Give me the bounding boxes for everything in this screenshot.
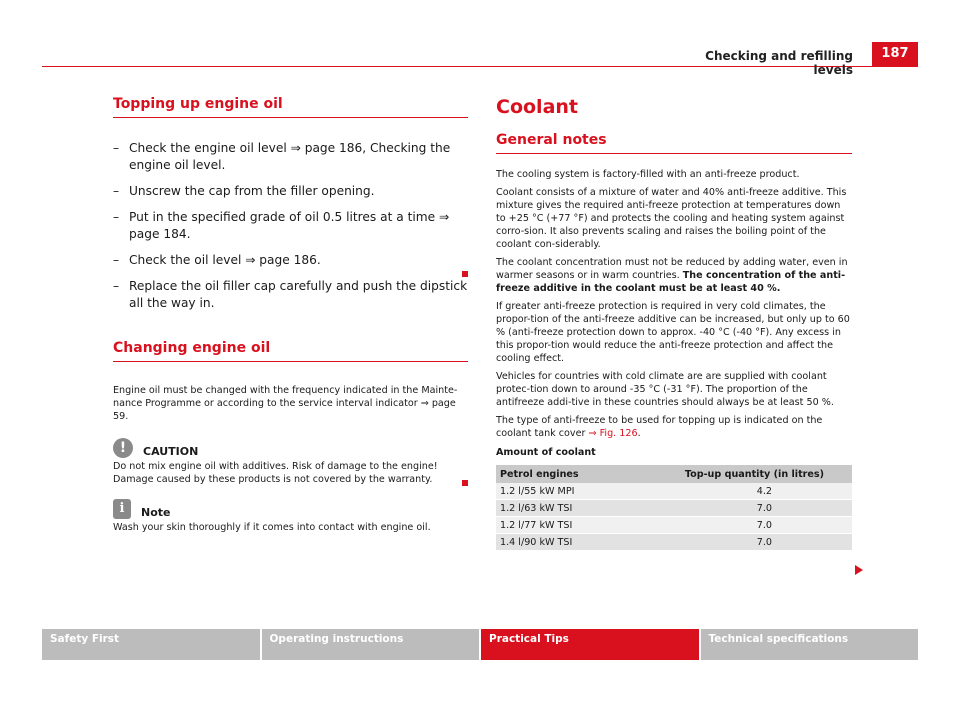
info-icon: i [113, 499, 131, 519]
changing-oil-text: Engine oil must be changed with the frequency indicated in the Mainte-nance Programme or according to the service interval indicator ⇒ page 59. [113, 385, 458, 422]
step-item: – Check the engine oil level ⇒ page 186, Checking the engine oil level. [113, 140, 468, 174]
step-item: – Put in the specified grade of oil 0.5 litres at a time ⇒ page 184. [113, 209, 468, 243]
coolant-paragraph: Coolant consists of a mixture of water and 40% anti-freeze additive. This mixture gives the required anti-freeze protection at temperatures down to +25 °C (+77 °F) and protects the cooling and heating system against corro-sion. It also prevents scaling and raises the boiling point of the coolant con-siderably. [496, 187, 847, 250]
table-cell: 1.2 l/55 kW MPI [496, 483, 616, 500]
table-cell: 1.4 l/90 kW TSI [496, 534, 616, 551]
section-end-marker [462, 480, 468, 486]
figure-link[interactable]: ⇒ Fig. 126 [588, 428, 638, 439]
page-number: 187 [872, 42, 918, 66]
coolant-paragraph: Vehicles for countries with cold climate are are supplied with coolant protec-tion down to around -35 °C (-31 °F). The proportion of the antifreeze addi-tive in these countries should always be at least 50 %. [496, 371, 834, 408]
caution-text: Do not mix engine oil with additives. Risk of damage to the engine! Damage caused by these products is not covered by the warranty. [113, 461, 438, 485]
exclamation-icon: ! [113, 438, 133, 458]
left-column [113, 96, 468, 539]
amount-label: Amount of coolant [496, 447, 596, 458]
step-item: – Check the oil level ⇒ page 186. [113, 252, 468, 269]
table-cell: 1.2 l/63 kW TSI [496, 500, 616, 517]
continue-arrow-icon [855, 565, 863, 575]
coolant-title: Coolant [496, 96, 578, 118]
note-label: Note [141, 506, 171, 519]
step-item: – Unscrew the cap from the filler opening. [113, 183, 468, 200]
table-header-row [496, 465, 852, 483]
general-notes-heading: General notes [496, 132, 852, 154]
section-title: Checking and refilling levels [705, 49, 853, 77]
coolant-paragraph: If greater anti-freeze protection is required in very cold climates, the propor-tion of the anti-freeze additive can be increased, but only up to 60 % (anti-freeze protection down to approx. -40 °C (-40 °F). Any excess in this propor-tion would reduce the anti-freeze protection and affect the cooling effect. [496, 301, 850, 364]
column-header: Petrol engines [496, 465, 616, 483]
footer-nav [42, 629, 918, 660]
coolant-table [496, 465, 852, 551]
topping-up-heading: Topping up engine oil [113, 96, 468, 118]
footer-tab-technical-specifications[interactable]: Technical specifications [701, 629, 919, 660]
table-row [496, 534, 852, 551]
table-cell: 7.0 [616, 534, 852, 551]
caution-label: CAUTION [143, 445, 199, 458]
paragraph-text: . [637, 428, 641, 439]
section-end-marker [462, 271, 468, 277]
table-row [496, 517, 852, 534]
table-cell: 7.0 [616, 517, 852, 534]
footer-tab-operating-instructions[interactable]: Operating instructions [262, 629, 480, 660]
step-item: – Replace the oil filler cap carefully and push the dipstick all the way in. [113, 278, 468, 312]
note-header [113, 498, 468, 519]
table-row [496, 483, 852, 500]
paragraph-text: The coolant concentration must not be reduced by adding water, even in warmer seasons or in warm countries. [496, 257, 848, 281]
column-header: Top-up quantity (in litres) [616, 465, 852, 483]
table-cell: 7.0 [616, 500, 852, 517]
table-row [496, 500, 852, 517]
bold-requirement: The concentration of the anti-freeze additive in the coolant must be at least 40 %. [496, 270, 846, 294]
topping-up-steps [113, 140, 468, 312]
coolant-paragraph: The cooling system is factory-filled with an anti-freeze product. [496, 169, 800, 180]
footer-tab-safety-first[interactable]: Safety First [42, 629, 260, 660]
right-column [496, 96, 852, 551]
paragraph-text: The type of anti-freeze to be used for topping up is indicated on the coolant tank cover [496, 415, 823, 439]
coolant-paragraph [496, 256, 852, 295]
table-cell: 4.2 [616, 483, 852, 500]
coolant-paragraph [496, 414, 852, 440]
caution-header [113, 437, 468, 458]
footer-tab-practical-tips[interactable]: Practical Tips [481, 629, 699, 660]
note-text: Wash your skin thoroughly if it comes into contact with engine oil. [113, 522, 431, 533]
changing-oil-heading: Changing engine oil [113, 340, 468, 362]
table-cell: 1.2 l/77 kW TSI [496, 517, 616, 534]
